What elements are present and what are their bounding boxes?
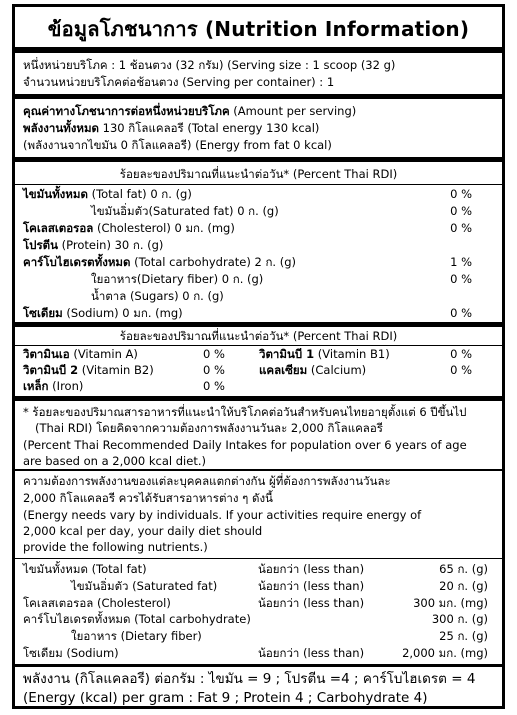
thin-rule <box>15 558 502 559</box>
nutrient-detail: (Sodium) 0 มก. (mg) <box>62 306 183 320</box>
vitamin-percent: 0 % <box>203 347 225 361</box>
energy-bold: พลังงานทั้งหมด <box>23 121 100 135</box>
limit-value: 20 ก. (g) <box>439 579 488 593</box>
rdi-footnote-line: (Thai RDI) โดยคิดจากความต้องการพลังงานวันละ 2,000 กิโลแคลอรี <box>35 421 383 435</box>
limit-nutrient: คาร์โบไฮเดรตทั้งหมด (Total carbohydrate) <box>23 612 251 626</box>
nutrient-percent: 0 % <box>450 204 472 218</box>
vitamin-detail: (Calcium) <box>307 363 367 377</box>
nutrient-detail: (Total fat) 0 ก. (g) <box>87 187 192 201</box>
vitamin-detail: (Vitamin A) <box>69 347 138 361</box>
vitamin-detail: (Iron) <box>48 379 84 393</box>
vitamin-rdi-header: ร้อยละของปริมาณที่แนะนำต่อวัน* (Percent Thai RDI) <box>119 329 398 343</box>
nutrient-name: โปรตีน <box>23 238 58 252</box>
amount-heading-rest: (Amount per serving) <box>229 104 357 118</box>
limit-qualifier: น้อยกว่า (less than) <box>258 596 365 610</box>
servings-per-container: จำนวนหน่วยบริโภคต่อช้อนตวง (Serving per container) : 1 <box>23 75 335 89</box>
vitamin-detail: (Vitamin B1) <box>314 347 390 361</box>
nutrient-name: โซเดียม <box>23 306 63 320</box>
energy-note-line: provide the following nutrients.) <box>23 540 208 554</box>
nutrient-row <box>23 221 235 235</box>
amount-heading-bold: คุณค่าทางโภชนาการต่อหนึ่งหน่วยบริโภค <box>23 104 230 118</box>
nutrient-detail: ใยอาหาร(Dietary fiber) 0 ก. (g) <box>91 272 264 286</box>
nutrient-row <box>23 187 192 201</box>
limit-nutrient: โคเลสเตอรอล (Cholesterol) <box>23 596 171 610</box>
nutrient-percent: 0 % <box>450 272 472 286</box>
limit-qualifier: น้อยกว่า (less than) <box>258 562 365 576</box>
vitamin-name: แคลเซียม <box>259 363 308 377</box>
limit-qualifier: น้อยกว่า (less than) <box>258 646 365 660</box>
vitamin-item <box>23 363 154 377</box>
vitamin-name: วิตามินบี 2 <box>23 363 79 377</box>
limit-value: 65 ก. (g) <box>439 562 488 576</box>
nutrient-detail: น้ำตาล (Sugars) 0 ก. (g) <box>91 289 224 303</box>
vitamin-item <box>259 347 390 361</box>
energy-note-line: 2,000 kcal per day, your daily diet should <box>23 524 263 538</box>
limit-value: 300 ก. (g) <box>431 612 488 626</box>
nutrient-row <box>23 306 183 320</box>
vitamin-item <box>259 363 366 377</box>
vitamin-detail: (Vitamin B2) <box>78 363 154 377</box>
limit-qualifier: น้อยกว่า (less than) <box>258 579 365 593</box>
limit-value: 2,000 มก. (mg) <box>402 646 488 660</box>
energy-note-line: ความต้องการพลังงานของแต่ละบุคคลแตกต่างกัน ผู้ที่ต้องการพลังงานวันละ <box>23 474 391 488</box>
serving-size: หนึ่งหน่วยบริโภค : 1 ช้อนตวง (32 กรัม) (Serving size : 1 scoop (32 g) <box>23 58 396 72</box>
thick-rule <box>15 664 502 667</box>
vitamin-percent: 0 % <box>450 347 472 361</box>
nutrient-name: คาร์โบไฮเดรตทั้งหมด <box>23 255 131 269</box>
nutrient-row <box>91 272 263 286</box>
thick-rule <box>15 322 502 327</box>
nutrient-row <box>91 289 224 303</box>
thick-rule <box>15 157 502 162</box>
limit-nutrient: ไขมันทั้งหมด (Total fat) <box>23 562 147 576</box>
nutrient-name: ไขมันทั้งหมด <box>23 187 88 201</box>
amount-per-serving-heading <box>23 104 356 118</box>
energy-rest: 130 กิโลแคลอรี (Total energy 130 kcal) <box>99 121 320 135</box>
rdi-footnote-line: * ร้อยละของปริมาณสารอาหารที่แนะนำให้บริโภคต่อวันสำหรับคนไทยอายุตั้งแต่ 6 ปีขึ้นไป <box>23 405 467 419</box>
energy-per-gram-th: พลังงาน (กิโลแคลอรี) ต่อกรัม : ไขมัน = 9 ; โปรตีน =4 ; คาร์โบไฮเดรต = 4 <box>23 671 476 687</box>
nutrient-detail: (Total carbohydrate) 2 ก. (g) <box>130 255 296 269</box>
energy-from-fat: (พลังงานจากไขมัน 0 กิโลแคลอรี) (Energy from fat 0 kcal) <box>23 138 332 152</box>
vitamin-percent: 0 % <box>203 379 225 393</box>
thick-rule <box>15 94 502 99</box>
thin-rule <box>15 469 502 471</box>
vitamin-item <box>23 347 138 361</box>
thin-rule <box>15 184 502 185</box>
nutrient-percent: 1 % <box>450 255 472 269</box>
rdi-header: ร้อยละของปริมาณที่แนะนำต่อวัน* (Percent Thai RDI) <box>119 167 398 181</box>
rdi-footnote-line: are based on a 2,000 kcal diet.) <box>23 454 206 468</box>
nutrition-label-panel <box>12 4 505 709</box>
nutrient-percent: 0 % <box>450 221 472 235</box>
nutrient-detail: (Protein) 30 ก. (g) <box>57 238 164 252</box>
total-energy <box>23 121 319 135</box>
limit-nutrient: โซเดียม (Sodium) <box>23 646 119 660</box>
nutrient-name: โคเลสเตอรอล <box>23 221 94 235</box>
vitamin-item <box>23 379 83 393</box>
vitamin-name: วิตามินเอ <box>23 347 70 361</box>
limit-value: 300 มก. (mg) <box>413 596 488 610</box>
nutrient-row <box>91 204 279 218</box>
thin-rule <box>15 345 502 346</box>
nutrient-percent: 0 % <box>450 306 472 320</box>
thick-rule <box>15 396 502 401</box>
nutrient-row <box>23 238 163 252</box>
energy-note-line: 2,000 กิโลแคลอรี ควรได้รับสารอาหารต่าง ๆ ดังนี้ <box>23 491 273 505</box>
rdi-footnote-line: (Percent Thai Recommended Daily Intakes for population over 6 years of age <box>23 438 467 452</box>
energy-note-line: (Energy needs vary by individuals. If your activities require energy of <box>23 508 422 522</box>
limit-value: 25 ก. (g) <box>439 629 488 643</box>
vitamin-name: เหล็ก <box>23 379 49 393</box>
nutrient-percent: 0 % <box>450 187 472 201</box>
limit-nutrient: ไขมันอิ่มตัว (Saturated fat) <box>71 579 218 593</box>
vitamin-percent: 0 % <box>450 363 472 377</box>
nutrient-detail: (Cholesterol) 0 มก. (mg) <box>93 221 235 235</box>
label-title: ข้อมูลโภชนาการ (Nutrition Information) <box>47 17 470 41</box>
energy-per-gram-en: (Energy (kcal) per gram : Fat 9 ; Protein 4 ; Carbohydrate 4) <box>23 690 428 706</box>
vitamin-name: วิตามินบี 1 <box>259 347 315 361</box>
limit-nutrient: ใยอาหาร (Dietary fiber) <box>71 629 202 643</box>
nutrient-row <box>23 255 296 269</box>
nutrient-detail: ไขมันอิ่มตัว(Saturated fat) 0 ก. (g) <box>91 204 279 218</box>
thick-rule <box>15 47 502 53</box>
vitamin-percent: 0 % <box>203 363 225 377</box>
